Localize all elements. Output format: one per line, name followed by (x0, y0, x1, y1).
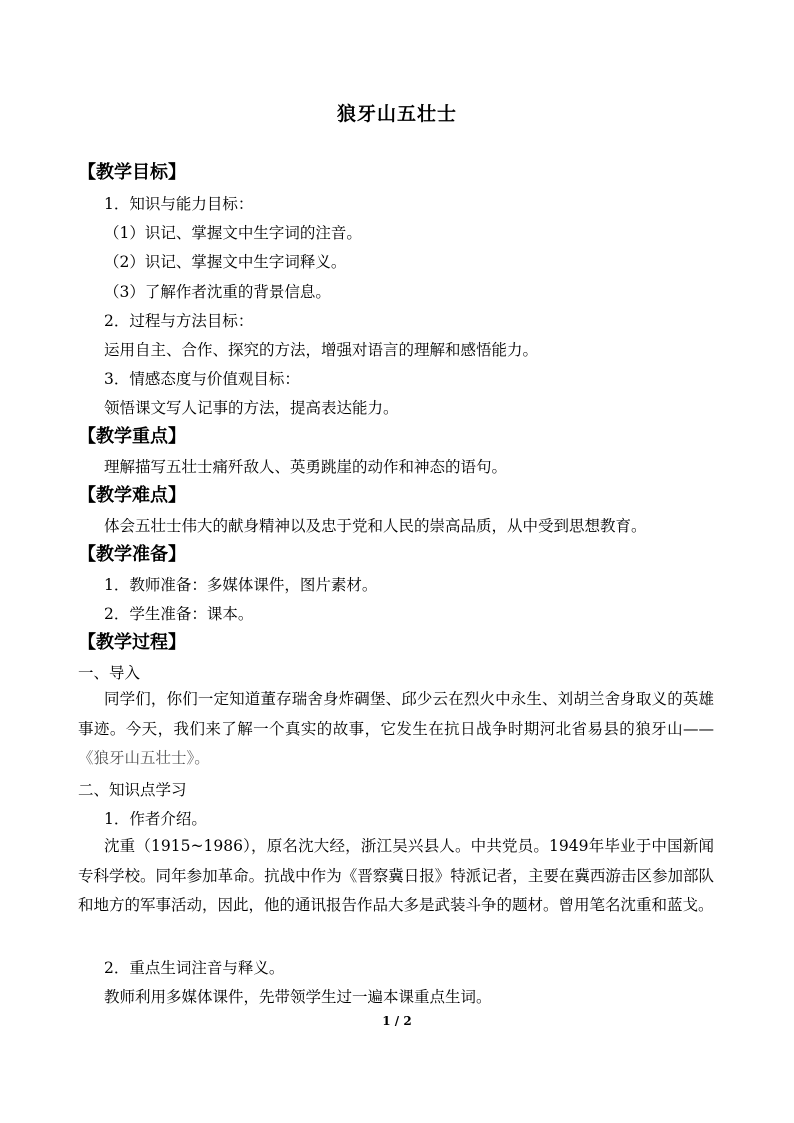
page-number: 1 / 2 (382, 1014, 412, 1028)
goal-knowledge-item: （3）了解作者沈重的背景信息。 (104, 283, 331, 301)
section-heading-prep: 【教学准备】 (78, 544, 186, 565)
section-heading-difficult: 【教学难点】 (78, 485, 186, 506)
goal-attitude-text: 领悟课文写人记事的方法，提高表达能力。 (104, 399, 399, 417)
section-heading-goals: 【教学目标】 (78, 162, 186, 183)
difficult-text: 体会五壮士伟大的献身精神以及忠于党和人民的崇高品质，从中受到思想教育。 (104, 517, 647, 535)
intro-text: 同学们，你们一定知道董存瑞舍身炸碉堡、邱少云在烈火中永生、刘胡兰舍身取义的英雄事迹。今天，我们来了解一个真实的故事，它发生在抗日战争时期河北省易县的狼牙山—— (78, 690, 714, 738)
section-heading-process: 【教学过程】 (78, 632, 186, 653)
goal-knowledge: 1．知识与能力目标： (104, 195, 254, 213)
goal-knowledge-item: （1）识记、掌握文中生字词的注音。 (104, 224, 362, 242)
prep-item: 2．学生准备：课本。 (104, 605, 254, 623)
section-heading-key: 【教学重点】 (78, 426, 186, 447)
key-text: 理解描写五壮士痛歼敌人、英勇跳崖的动作和神态的语句。 (104, 458, 508, 476)
words-text: 教师利用多媒体课件，先带领学生过一遍本课重点生词。 (104, 988, 492, 1006)
author-heading: 1．作者介绍。 (104, 810, 207, 828)
author-paragraph: 沈重（1915~1986），原名沈大经，浙江吴兴县人。中共党员。1949年毕业于中国新闻专科学校。同年参加革命。抗战中作为《晋察冀日报》特派记者，主要在冀西游击区参加部队和地方的军事活动，因此，他的通讯报告作品大多是武装斗争的题材。曾用笔名沈重和蓝戈。 (78, 837, 714, 914)
goal-knowledge-item: （2）识记、掌握文中生字词释义。 (104, 253, 347, 271)
goal-process: 2．过程与方法目标： (104, 312, 254, 330)
process-part-heading: 二、知识点学习 (78, 781, 187, 799)
intro-paragraph (78, 685, 714, 774)
document-title: 狼牙山五壮士 (336, 103, 457, 125)
prep-item: 1．教师准备：多媒体课件，图片素材。 (104, 576, 378, 594)
goal-attitude: 3．情感态度与价值观目标： (104, 370, 300, 388)
words-heading: 2．重点生词注音与释义。 (104, 959, 285, 977)
goal-process-text: 运用自主、合作、探究的方法，增强对语言的理解和感悟能力。 (104, 341, 539, 359)
intro-book-title: 《狼牙山五壮士》。 (78, 749, 210, 767)
process-part-heading: 一、导入 (78, 664, 141, 682)
